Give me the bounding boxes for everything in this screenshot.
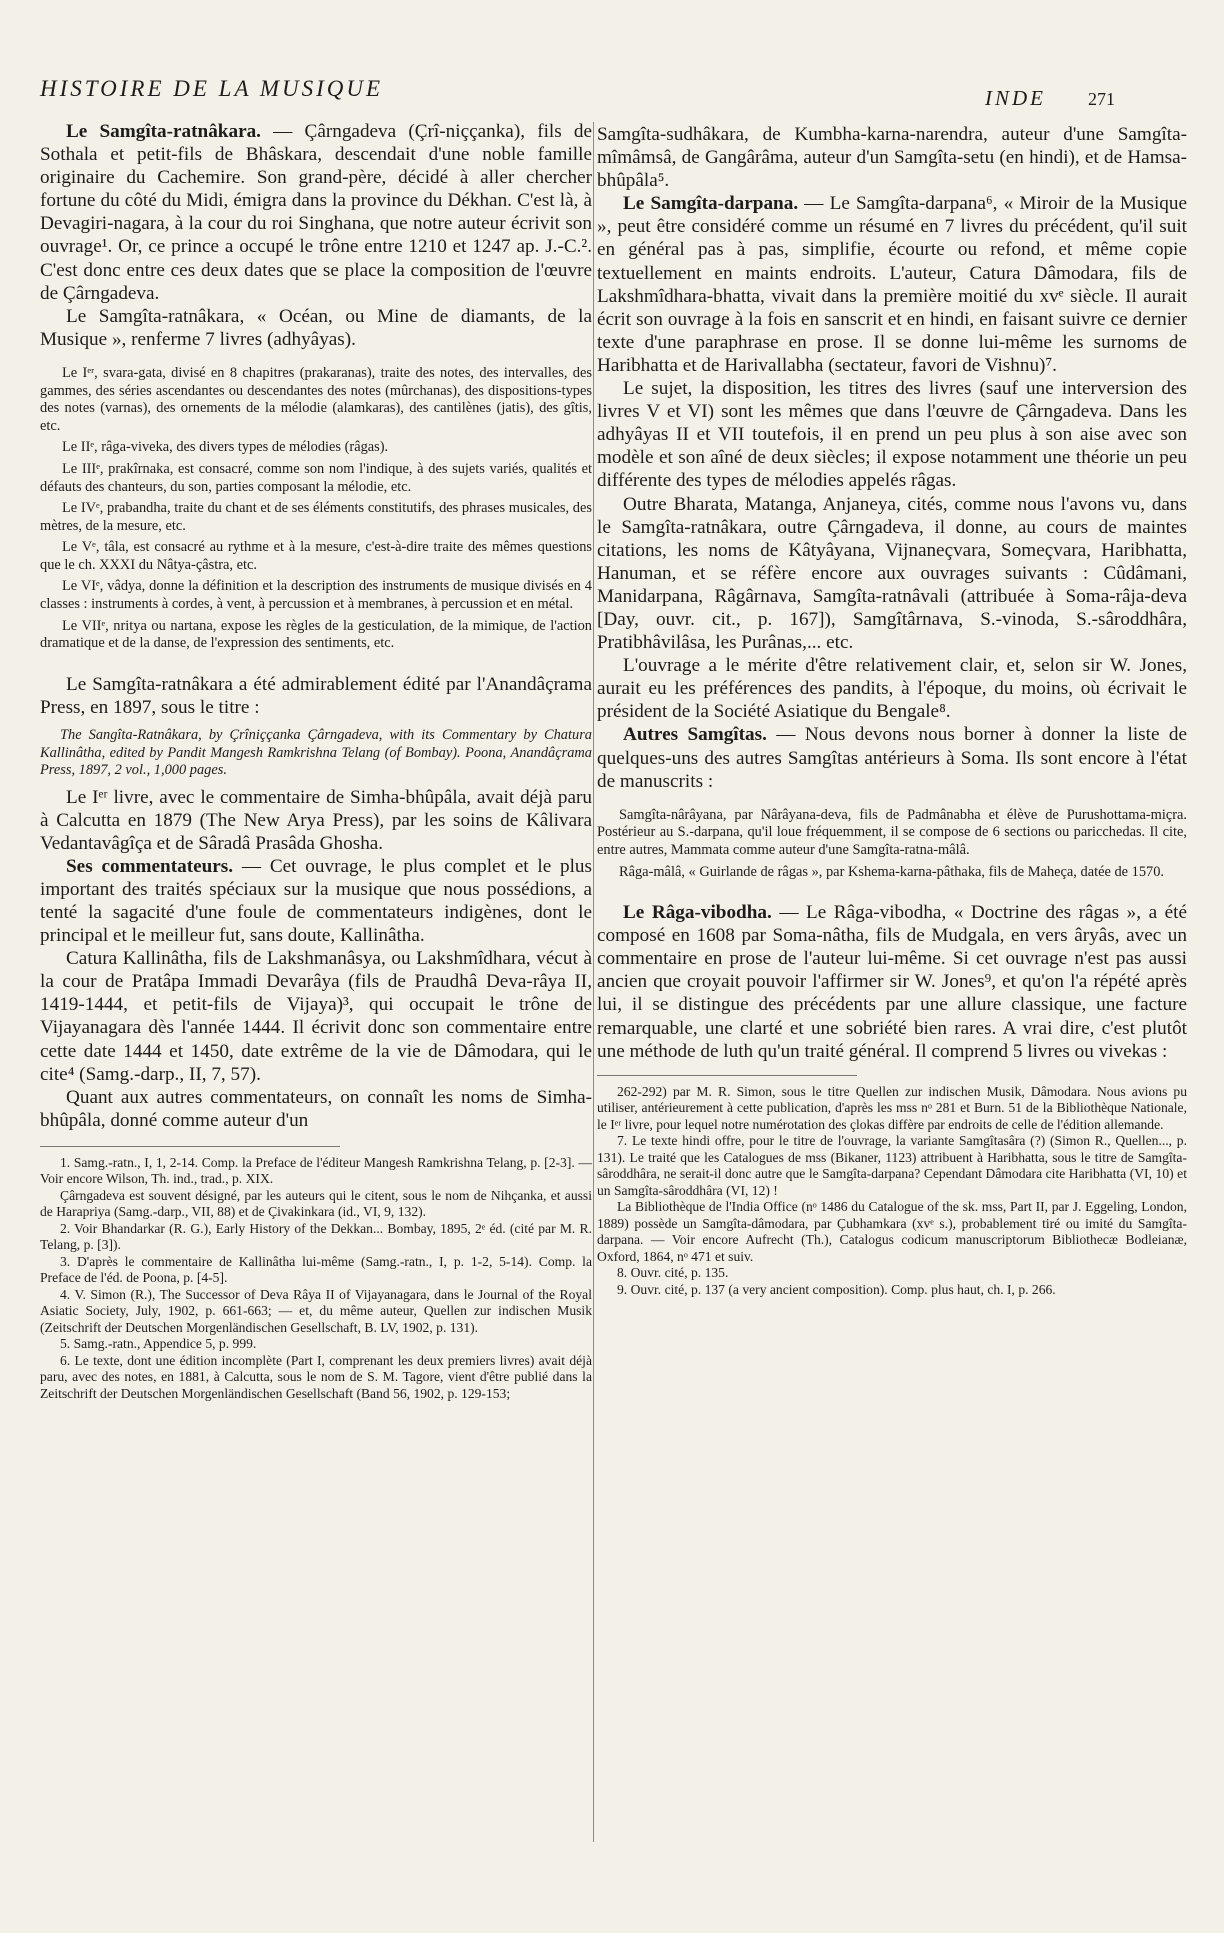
footnote: 1. Samg.-ratn., I, 1, 2-14. Comp. la Preface de l'éditeur Mangesh Ramkrishna Telang, p. [2-3]. — Voir encore Wilson, Th. ind., trad., p. XIX. [40,1154,592,1187]
footnote: 7. Le texte hindi offre, pour le titre de l'ouvrage, la variante Samgîtasâra (?) (Simon R., Quellen..., p. 131). Le traité que les Catalogues de mss (Bikaner, 1123) attribuent à Haribhatta, sous le titre de Samgîta-sâroddhâra, ne serait-il donc autre que le Samgîta-darpana? Cependant Dâmodara cite Haribhatta (VI, 10) et un Samgîta-sâroddhâra (VI, 12) ! [597,1133,1187,1198]
footnote: 2. Voir Bhandarkar (R. G.), Early History of the Dekkan... Bombay, 1895, 2ᵉ éd. (cité par M. R. Telang, p. [3]). [40,1220,592,1253]
left-column [40,120,592,1402]
running-title: HISTOIRE DE LA MUSIQUE [40,76,384,101]
paragraph [597,901,1187,1063]
paragraph: Catura Kallinâtha, fils de Lakshmanâsya, ou Lakshmîdhara, vécut à la cour de Pratâpa Immadi Devarâya (fils de Praudhâ Deva-râya II, 1419-1444, et petit-fils de Vijaya)³, qui occupait le trône de Vijayanagara dès l'année 1444. Il écrivit donc son commentaire entre cette date 1444 et 1450, date extrême de la vie de Dâmodara, qui le cite⁴ (Samg.-darp., II, 7, 57). [40,948,592,1085]
manuscript-entry: Samgîta-nârâyana, par Nârâyana-deva, fils de Padmânabha et élève de Purushottama-miçra. Postérieur au S.-darpana, qu'il loue fréquemment, il se compose de 6 sections ou paricchedas. Il cite, entre autres, Mammata comme auteur d'une Samgîta-ratna-mâlâ. [597,806,1187,858]
book-summary: Le VIᵉ, vâdya, donne la définition et la description des instruments de musique divisés en 4 classes : instruments à cordes, à vent, à percussion et à membranes, à percussion et en métal. [40,578,592,613]
footnote: 5. Samg.-ratn., Appendice 5, p. 999. [60,1336,257,1352]
paragraph [597,723,1187,792]
paragraph [597,192,1187,377]
page-number: 271 [1088,89,1115,109]
right-column [597,123,1187,1298]
book-summary: Le Vᵉ, tâla, est consacré au rythme et à la mesure, c'est-à-dire traite des mêmes questions que le ch. XXXI du Nâtya-çâstra, etc. [40,539,592,573]
section-heading: Autres Samgîtas. [623,724,767,746]
paragraph: Samgîta-sudhâkara, de Kumbha-karna-narendra, auteur d'une Samgîta-mîmâmsâ, de Gangârâma, auteur d'un Samgîta-setu (en hindi), et de Hamsa-bhûpâla⁵. [597,124,1187,192]
paragraph-text: — Cet ouvrage, le plus complet et le plus important des traités spéciaux sur la musique que nous possédions, a tenté la sagacité d'une foule de commentateurs indigènes, dont le principal et le meilleur fut, sans doute, Kallinâtha. [40,855,592,947]
manuscript-entry: Râga-mâlâ, « Guirlande de râgas », par Kshema-karna-pâthaka, fils de Maheça, datée de 1570. [619,863,1165,880]
column-divider [593,122,594,1842]
footnote: 6. Le texte, dont une édition incomplète (Part I, comprenant les deux premiers livres) avait déjà paru, avec des notes, en 1881, à Calcutta, sous le nom de S. M. Tagore, vient d'être publié dans la Zeitschrift der Deutschen Morgenländischen Gesellschaft (Band 56, 1902, p. 129-153; [40,1352,592,1401]
paragraph: L'ouvrage a le mérite d'être relativement clair, et, selon sir W. Jones, aurait eu les préférences des pandits, à l'époque, du moins, où écrivait le président de la Société Asiatique du Bengale⁸. [597,655,1187,723]
footnote: La Bibliothèque de l'India Office (nᵒ 1486 du Catalogue of the sk. mss, Part II, par J. Eggeling, London, 1889) possède un Samgîta-dâmodara, par Çubhamkara (xvᵉ s.), probablement tiré ou imité du Samgîta-darpana. — Voir encore Aufrecht (Th.), Catalogus codicum manuscriptorum Bibliothecæ Bodleianæ, Oxford, 1864, nᵒ 471 et suiv. [597,1199,1187,1264]
footnote-rule [597,1075,857,1076]
book-summary: Le VIIᵉ, nritya ou nartana, expose les règles de la gesticulation, de la mimique, de l'action dramatique et de la danse, de l'expression des sentiments, etc. [40,617,592,652]
paragraph-text: — Le Râga-vibodha, « Doctrine des râgas », a été composé en 1608 par Soma-nâtha, fils de Mudgala, en vers âryâs, avec un commentaire en prose de l'auteur lui-même. Si cet ouvrage n'est pas aussi ancien que croyait pouvoir l'affirmer sir W. Jones⁹, et qu'on l'a répété après lui, il se distingue des précédents par une allure classique, une facture remarquable, une clarté et une sobriété bien rares. A vrai dire, c'est plutôt une méthode de luth qu'un traité général. Il comprend 5 livres ou vivekas : [597,902,1187,1062]
paragraph: Le Samgîta-ratnâkara a été admirablement édité par l'Anandâçrama Press, en 1897, sous le titre : [40,673,592,718]
paragraph [40,120,592,305]
footnote-rule [40,1146,340,1147]
book-summary: Le IIᵉ, râga-viveka, des divers types de mélodies (râgas). [62,439,389,456]
citation: The Sangîta-Ratnâkara, by Çrîniççanka Çârngadeva, with its Commentary by Chatura Kallinâtha, edited by Pandit Mangesh Ramkrishna Telang (of Bombay). Poona, Anandâçrama Press, 1897, 2 vol., 1,000 pages. [40,727,592,779]
footnote: Çârngadeva est souvent désigné, par les auteurs qui le citent, sous le nom de Nihçanka, et aussi de Harapriya (Samg.-darp., VII, 88) et de Çivakinkara (id., VI, 9, 132). [40,1187,592,1220]
section-title: INDE [985,86,1046,110]
section-heading: Le Samgîta-ratnâkara. [66,121,261,142]
section-heading: Le Râga-vibodha. [623,902,772,924]
footnote: 262-292) par M. R. Simon, sous le titre Quellen zur indischen Musik, Dâmodara. Nous avions pu utiliser, antérieurement à cette publication, d'après les mss nᵒ 281 et Burn. 51 de la Bibliothèque Nationale, le Iᵉʳ livre, pour lequel notre numérotation des çlokas diffère par endroits de celle de l'édition allemande. [597,1083,1187,1132]
book-summary: Le IVᵉ, prabandha, traite du chant et de ses éléments constitutifs, des phrases musicales, des mètres, de la mesure, etc. [40,500,592,534]
footnote: 8. Ouvr. cité, p. 135. [617,1265,729,1281]
paragraph [40,855,592,947]
paragraph: Quant aux autres commentateurs, on connaît les noms de Simha-bhûpâla, donné comme auteur d'un [40,1086,592,1131]
paragraph-text: — Çârngadeva (Çrî-niççanka), fils de Sothala et petit-fils de Bhâskara, descendait d'une noble famille originaire du Cachemire. Son grand-père, décidé à aller chercher fortune du côté du Midi, émigra dans la province du Dékhan. C'est là, à Devagiri-nagara, à la cour du roi Singhana, que notre auteur écrivit son ouvrage¹. Or, ce prince a occupé le trône entre 1210 et 1247 ap. J.-C.². C'est donc entre ces deux dates que se place la composition de l'œuvre de Çârngadeva. [40,121,592,304]
paragraph: Le Samgîta-ratnâkara, « Océan, ou Mine de diamants, de la Musique », renferme 7 livres (adhyâyas). [40,305,592,350]
footnote: 4. V. Simon (R.), The Successor of Deva Râya II of Vijayanagara, dans le Journal of the Royal Asiatic Society, July, 1902, p. 661-663; — et, du même auteur, Quellen zur indischen Musik (Zeitschrift der Deutschen Morgenländischen Gesellschaft, B. LV, 1902, p. 131). [40,1286,592,1335]
section-heading: Le Samgîta-darpana. [623,193,799,215]
footnote: 3. D'après le commentaire de Kallinâtha lui-même (Samg.-ratn., I, p. 1-2, 5-14). Comp. la Preface de l'éd. de Poona, p. [4-5]. [40,1253,592,1286]
book-summary: Le IIIᵉ, prakîrnaka, est consacré, comme son nom l'indique, à des sujets variés, qualités et défauts des chanteurs, du son, parties composant la mélodie, etc. [40,460,592,495]
paragraph: Le sujet, la disposition, les titres des livres (sauf une interversion des livres V et VI) sont les mêmes que dans l'œuvre de Çârngadeva. Dans les adhyâyas II et VII toutefois, il en prend un peu plus à son aise avec son modèle et son aîné de deux siècles; il expose notamment une théorie un peu différente des types de mélodies appelés râgas. [597,378,1187,492]
section-heading: Ses commentateurs. [66,855,234,877]
footnote: 9. Ouvr. cité, p. 137 (a very ancient composition). Comp. plus haut, ch. I, p. 266. [617,1281,1056,1297]
paragraph-text: — Nous devons nous borner à donner la liste de quelques-uns des autres Samgîtas antérieurs à Soma. Ils sont encore à l'état de manuscrits : [597,724,1187,792]
paragraph-text: — Le Samgîta-darpana⁶, « Miroir de la Musique », peut être considéré comme un résumé en 7 livres du précédent, qu'il suit en général pas à pas, simplifie, écourte ou refond, et même copie textuellement en maints endroits. L'auteur, Catura Dâmodara, fils de Lakshmîdhara-bhatta, vivait dans la première moitié du xvᵉ siècle. Il aurait écrit son ouvrage à la fois en sanscrit et en hindi, en faisant suivre ce dernier texte d'une paraphrase en prose. Il se donne lui-même les surnoms de Haribhatta et de Harivallabha (sectateur, favori de Vishnu)⁷. [597,193,1187,376]
book-summary: Le Iᵉʳ, svara-gata, divisé en 8 chapitres (prakaranas), traite des notes, des intervalles, des gammes, des séries ascendantes ou descendantes des notes (mûrchanas), des dispositions-types des notes (varnas), des ornements de la mélodie (alamkaras), des cantilènes (jatis), des gîtis, etc. [40,364,592,434]
paragraph: Le Iᵉʳ livre, avec le commentaire de Simha-bhûpâla, avait déjà paru à Calcutta en 1879 (The New Arya Press), par les soins de Kâlivara Vedantavâgîça et de Sâradâ Prasâda Ghosha. [40,786,592,854]
paragraph: Outre Bharata, Matanga, Anjaneya, cités, comme nous l'avons vu, dans le Samgîta-ratnâkara, outre Çârngadeva, il donne, au cours de maintes citations, les noms de Kâtyâyana, Vijnaneçvara, Someçvara, Haribhatta, Hanuman, et se réfère encore aux ouvrages suivants : Cûdâmani, Manidarpana, Râgârnava, Samgîta-ratnâvali (attribuée à Soma-râja-deva [Day, ouvr. cit., p. 167]), Samgîtârnava, S.-vinoda, S.-sâroddhâra, Pratibhâvilâsa, les Purânas,... etc. [597,493,1187,654]
